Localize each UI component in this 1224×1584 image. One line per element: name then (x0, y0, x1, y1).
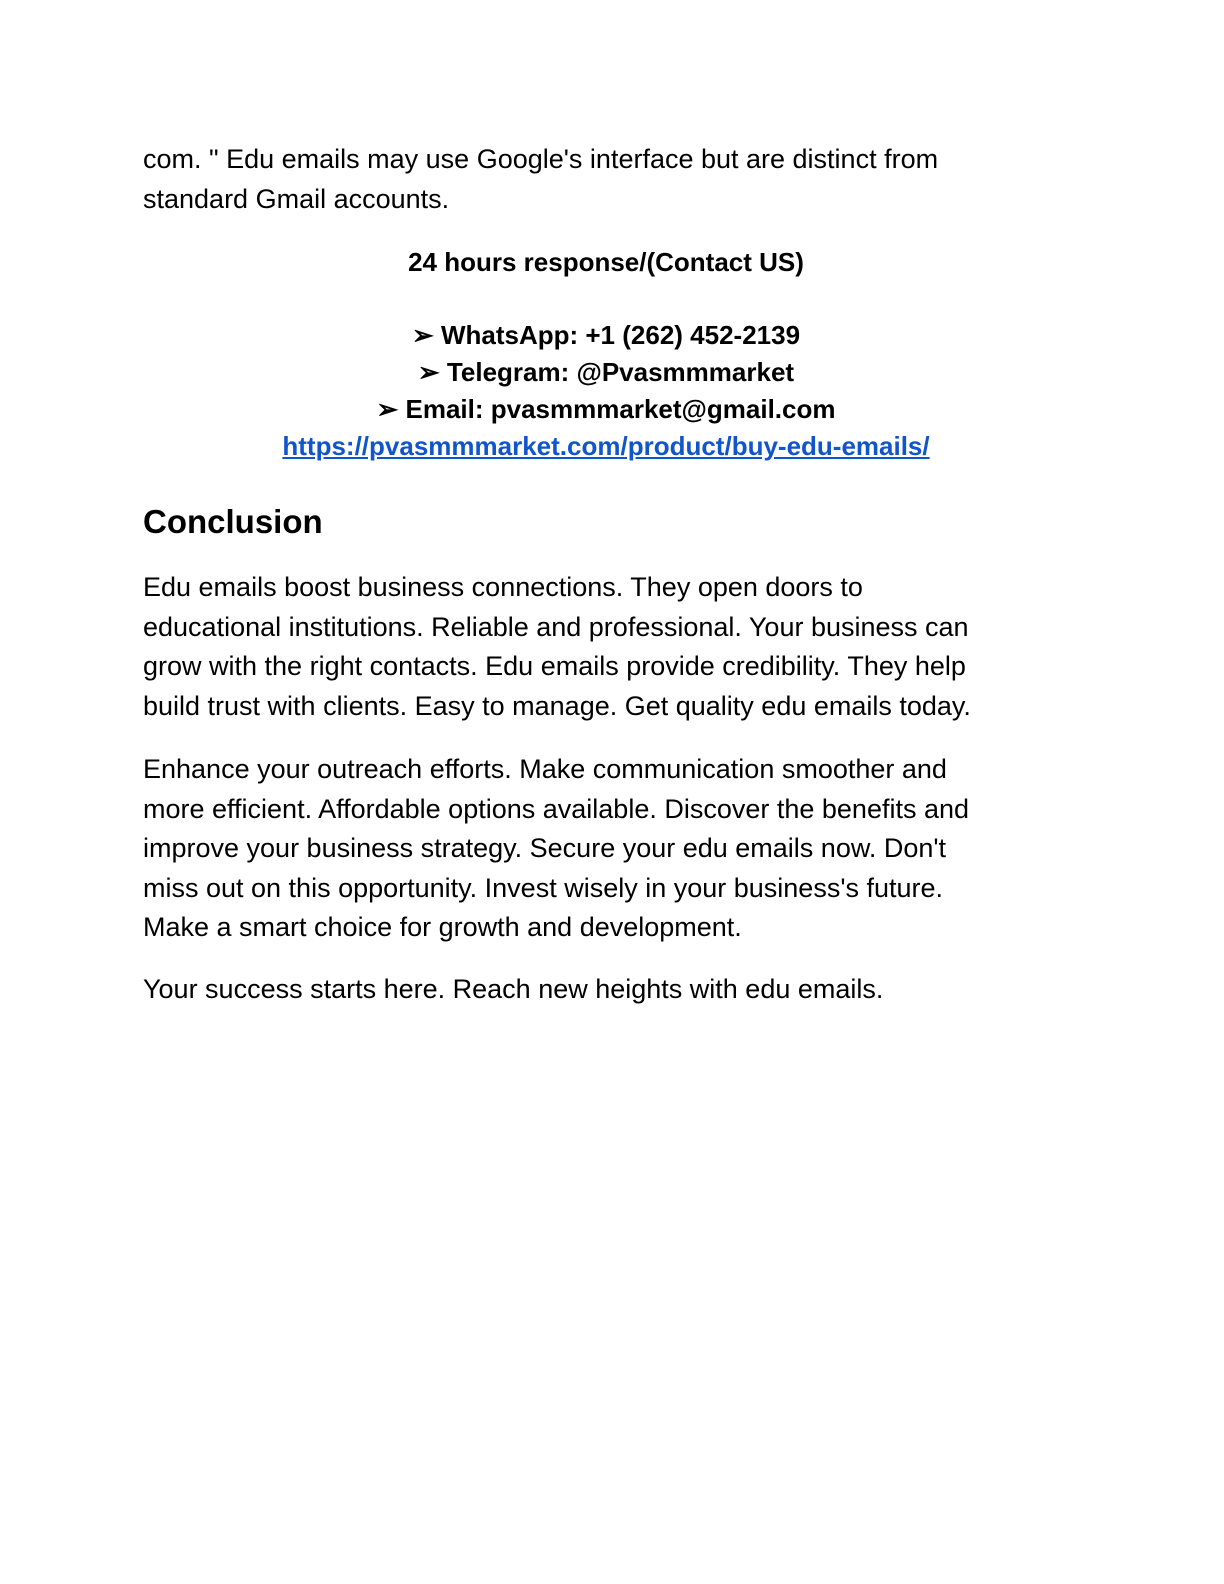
telegram-line: ➢ Telegram: @Pvasmmmarket (417, 357, 795, 387)
conclusion-paragraph-1: Edu emails boost business connections. They open doors to educational institutions. Reliable and professional. Your business can grow with the right contacts. Edu emails provide credibility. They help build trust with clients. Easy to manage. Get quality edu emails today. (143, 572, 971, 721)
whatsapp-line: ➢ WhatsApp: +1 (262) 452-2139 (411, 320, 801, 350)
contact-block (143, 244, 1069, 465)
contact-spacer (143, 280, 1069, 317)
intro-paragraph: com. " Edu emails may use Google's interface but are distinct from standard Gmail accounts. (143, 144, 939, 214)
product-link[interactable]: https://pvasmmmarket.com/product/buy-edu-emails/ (282, 431, 930, 461)
conclusion-paragraph-3: Your success starts here. Reach new heights with edu emails. (143, 974, 884, 1004)
conclusion-paragraph-2: Enhance your outreach efforts. Make communication smoother and more efficient. Affordable options available. Discover the benefits and improve your business strategy. Secure your edu emails now. Don't miss out on this opportunity. Invest wisely in your business's future. Make a smart choice for growth and development. (143, 754, 970, 942)
conclusion-heading: Conclusion (143, 503, 323, 540)
email-line: ➢ Email: pvasmmmarket@gmail.com (376, 394, 836, 424)
contact-heading: 24 hours response/(Contact US) (408, 247, 804, 277)
